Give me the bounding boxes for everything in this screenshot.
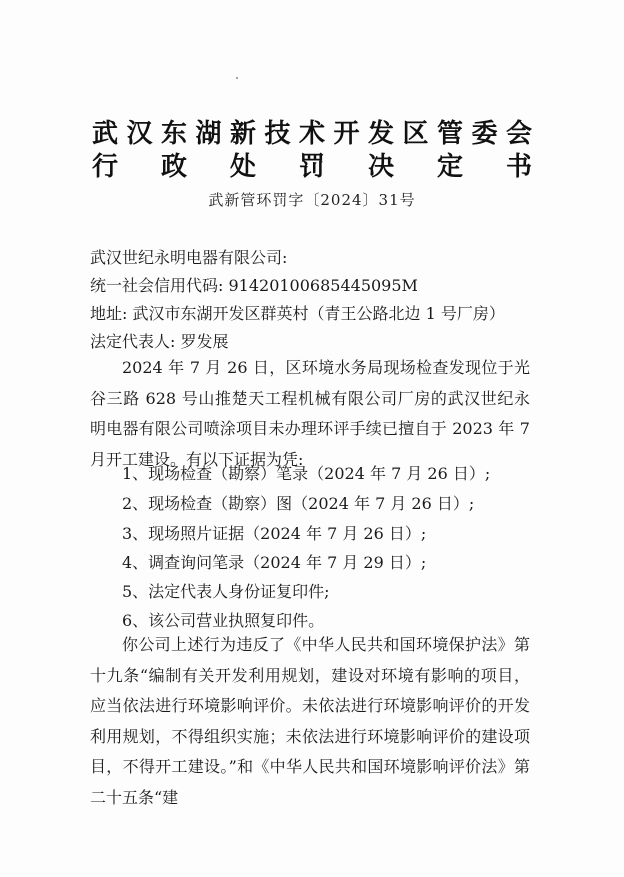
evidence-item: 6、该公司营业执照复印件。 [122,611,325,630]
evidence-item: 5、法定代表人身份证复印件; [122,582,330,601]
legal-representative: 法定代表人: 罗发展 [90,332,229,351]
violation-paragraph: 你公司上述行为违反了《中华人民共和国环境保护法》第十九条“编制有关开发利用规划，建设对环境有影响的项目，应当依法进行环境影响评价。未依法进行环境影响评价的开发利用规划，不得组织实施；未依法进行环境影响评价的建设项目，不得开工建设。”和《中华人民共和国环境影响评价法》第二十五条“建 [90,635,530,807]
evidence-item: 4、调查询问笔录（2024 年 7 月 29 日）; [122,553,427,572]
party-address: 地址: 武汉市东湖开发区群英村（青王公路北边 1 号厂房） [90,304,505,323]
document-number: 武新管环罚字〔2024〕31号 [208,191,416,209]
document-title-line2: 行政处罚决定书 [92,152,532,182]
fact-paragraph: 2024 年 7 月 26 日，区环境水务局现场检查发现位于光谷三路 628 号山推楚天工程机械有限公司厂房的武汉世纪永明电器有限公司喷涂项目未办理环评手续已擅自于 2023 年 7 月开工建设。有以下证据为凭: [90,358,530,469]
evidence-item: 1、现场检查（勘察）笔录（2024 年 7 月 26 日）; [122,464,491,483]
evidence-item: 2、现场检查（勘察）图（2024 年 7 月 26 日）; [122,494,475,513]
party-name: 武汉世纪永明电器有限公司: [90,248,288,267]
document-title-line1: 武汉东湖新技术开发区管委会 [92,119,532,149]
scan-speck [236,77,238,79]
credit-code: 统一社会信用代码: 91420100685445095M [90,276,418,295]
evidence-item: 3、现场照片证据（2024 年 7 月 26 日）; [122,524,427,543]
